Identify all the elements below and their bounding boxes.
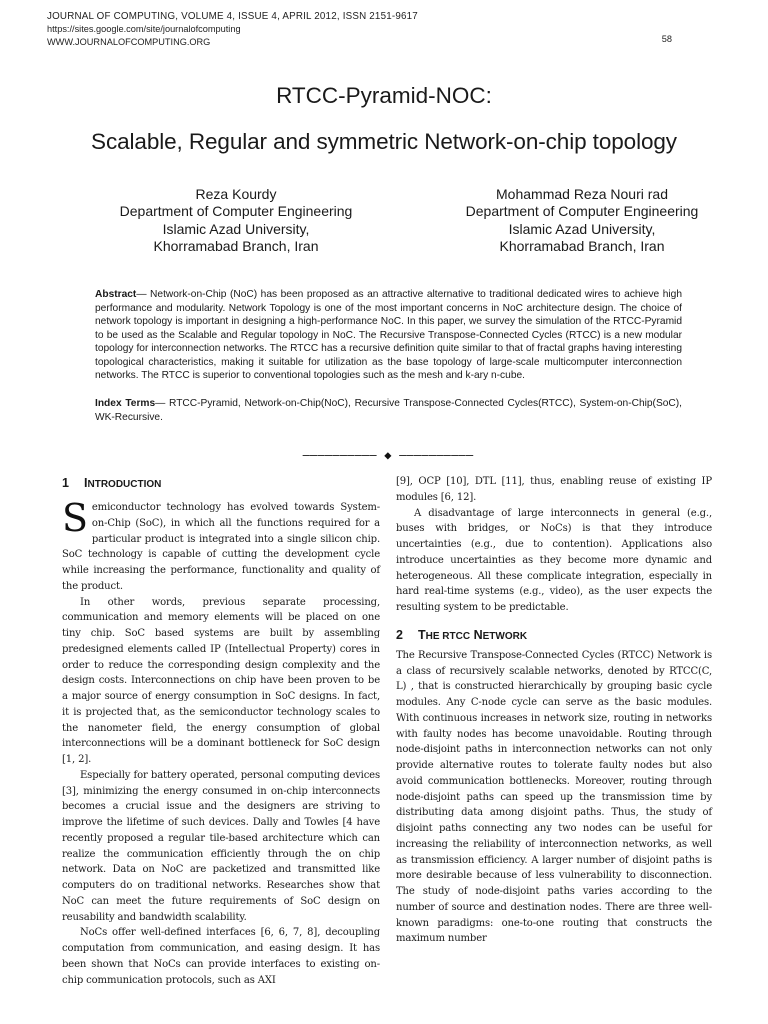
author-branch: Khorramabad Branch, Iran: [499, 238, 665, 255]
section-number: 1: [62, 476, 69, 490]
index-terms-label: Index Terms: [95, 398, 156, 409]
paragraph: A disadvantage of large interconnects in general (e.g., buses with bridges, or NoCs) is that they introduce uncertainties (e.g., due to contention). Applications also introduce uncertainties as they become more dynamic and heterogeneous. All these complicate integration, especially in hard real-time systems (e.g., video), as the user expects the resulting system to be predictable.: [396, 507, 712, 613]
section-title-rest: ETWORK: [482, 630, 528, 642]
right-column: [396, 474, 712, 947]
paper-title-line2: Scalable, Regular and symmetric Network-on-chip topology: [91, 129, 677, 154]
author-name: Reza Kourdy: [195, 186, 277, 202]
abstract: [95, 288, 682, 383]
left-column: [62, 474, 380, 988]
paragraph: [62, 496, 380, 595]
section-title-initial: T: [418, 627, 426, 642]
author-branch: Khorramabad Branch, Iran: [153, 238, 319, 255]
author-department: Department of Computer Engineering: [119, 203, 353, 220]
index-terms: [95, 397, 682, 424]
section-title-initial: N: [473, 627, 483, 642]
author-name: Mohammad Reza Nouri rad: [496, 186, 668, 202]
paragraph: Especially for battery operated, personal computing devices [3], minimizing the energy consumed in on-chip interconnects becomes a crucial issue and the designers are striving to improve the lifetime of such devices. Dally and Towles [4 have recently proposed a regular tile-based architecture which can realize the communication efficiently through the on chip network. Data on NoC are packetized and transmitted like computers do on traditional networks. Researches show that NoC can meet the future requirements of SoC design on reusability and bandwidth scalability.: [62, 769, 380, 923]
section-number: 2: [396, 627, 403, 642]
section-title-rest: HE RTCC: [425, 630, 471, 642]
section-title-rest: NTRODUCTION: [87, 479, 162, 490]
url-line: https://sites.google.com/site/journalofcomputing: [47, 24, 241, 35]
page-number: 58: [661, 34, 672, 44]
section-title-initial: I: [84, 476, 88, 490]
author-department: Department of Computer Engineering: [465, 203, 699, 220]
title-block: [0, 82, 768, 156]
journal-line: JOURNAL OF COMPUTING, VOLUME 4, ISSUE 4, APRIL 2012, ISSN 2151-9617: [47, 11, 418, 22]
paragraph-text: emiconductor technology has evolved towards System-on-Chip (SoC), in which all the functions required for a particular product is integrated into a single silicon chip. SoC technology is capable of cutting the development cycle while increasing the performance, functionality and quality of the product.: [62, 502, 380, 592]
section-1-heading: [62, 474, 380, 494]
paragraph: [9], OCP [10], DTL [11], thus, enabling reuse of existing IP modules [6, 12].: [396, 476, 712, 503]
paragraph: NoCs offer well-defined interfaces [6, 6, 7, 8], decoupling computation from communication, and easing design. It has been shown that NoCs can provide interfaces to existing on-chip communication protocols, such as AXI: [62, 927, 380, 986]
index-terms-text: — RTCC-Pyramid, Network-on-Chip(NoC), Recursive Transpose-Connected Cycles(RTCC), System-on-Chip(SoC), WK-Recursive.: [95, 398, 682, 423]
site-line: WWW.JOURNALOFCOMPUTING.ORG: [47, 36, 211, 47]
author-university: Islamic Azad University,: [162, 220, 310, 237]
running-head: [47, 11, 418, 48]
section-divider: —————————— ◆ ——————————: [302, 448, 474, 462]
section-2-heading: [396, 626, 712, 646]
author-block-1: [56, 186, 416, 256]
paragraph: In other words, previous separate processing, communication and memory elements will be placed on one tiny chip. SoC based systems are built by assembling predesigned elements called IP (Intellectual Property) cores in order to reduce the corresponding design complexity and the design costs. Interconnections on chip have been proven to be a major source of energy consumption in SoC designs. In fact, it is projected that, as the semiconductor technology scales to the nanometer field, the energy consumption of global interconnections will be a dominant bottleneck for SoC design [1, 2].: [62, 596, 380, 765]
paragraph: The Recursive Transpose-Connected Cycles (RTCC) Network is a class of recursively scalable networks, denoted by RTCC(C, L) , that is constructed hierarchically by grouping basic cycle modules. Any C-node cycle can serve as the basic modules. With continuous increases in network size, routing in networks with faulty nodes has become unavoidable. Routing through node-disjoint paths in interconnection networks can not only provide alternative routes to tolerate faulty nodes but also avoid communication bottlenecks. Moreover, routing through node-disjoint paths can speed up the transmission time by distributing data among disjoint paths. Thus, the study of disjoint paths connecting any two nodes can be useful for increasing the reliability of interconnection networks, as well as transmission efficiency. A larger number of disjoint paths is more desirable because of less vulnerability to disconnection. The study of node-disjoint paths varies according to the number of source and destination nodes. There are three well-known paradigms: one-to-one routing that constructs the maximum number: [396, 649, 712, 945]
paper-title-line1: RTCC-Pyramid-NOC:: [276, 83, 492, 108]
author-university: Islamic Azad University,: [508, 220, 656, 237]
author-block-2: [402, 186, 762, 256]
drop-cap: S: [62, 496, 88, 540]
abstract-label: Abstract: [95, 289, 137, 300]
abstract-text: — Network-on-Chip (NoC) has been proposed as an attractive alternative to traditional dedicated wires to achieve high performance and modularity. Network Topology is one of the most important concerns in NoC architecture design. The choice of network topology is important in designing a high-performance NoC. In this paper, we survey the simulation of the RTCC-Pyramid to be used as the Scalable and Regular topology in NoC. The Recursive Transpose-Connected Cycles (RTCC) is a new modular topology for interconnection networks. The RTCC has a recursive definition quite similar to that of fractal graphs having interesting topological characteristics, making it suitable for utilization as the base topology of large-scale multicomputer interconnection networks. The RTCC is superior to conventional topologies such as the mesh and k-ary n-cube.: [95, 289, 682, 381]
